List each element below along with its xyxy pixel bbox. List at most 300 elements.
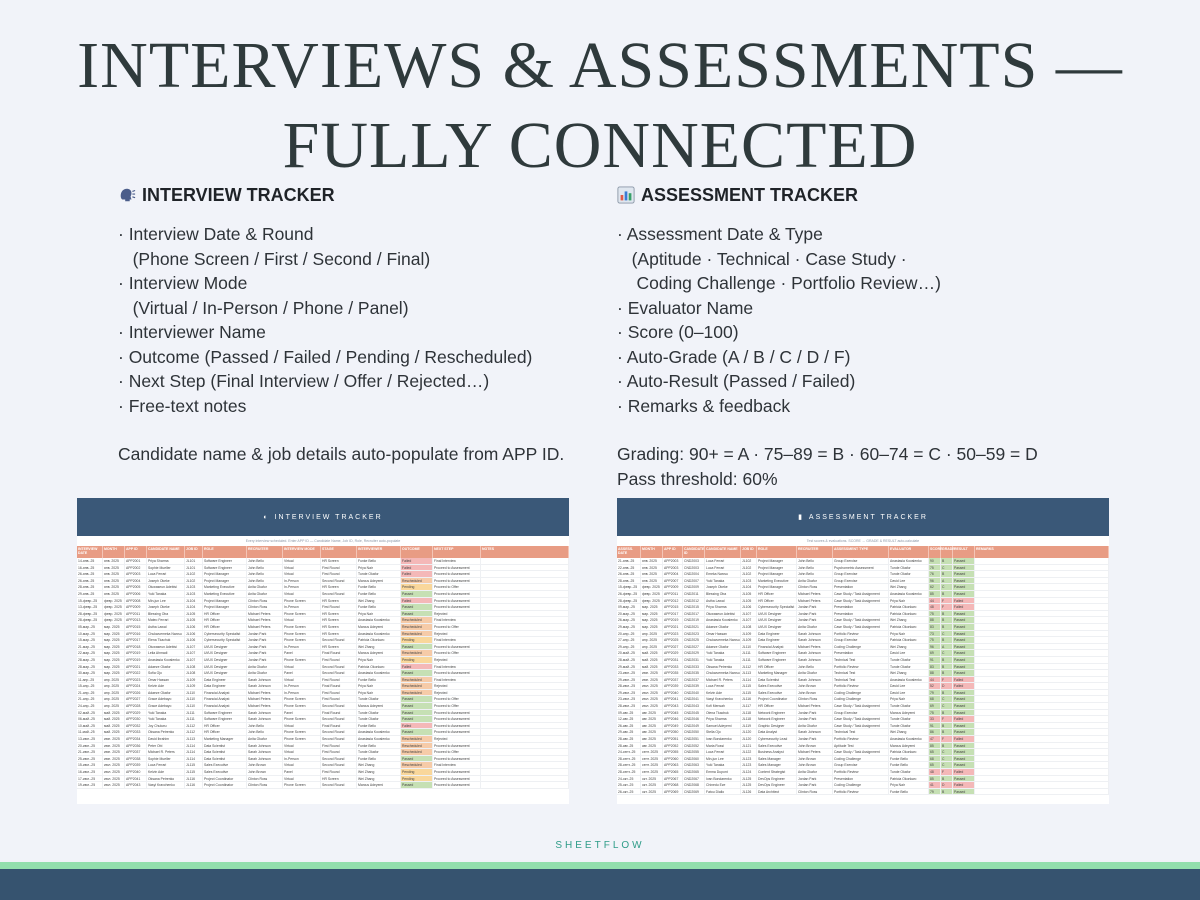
assessment-sheet-cell: JL104 [741, 584, 757, 590]
interview-sheet-cell: Rejected [433, 631, 481, 637]
assessment-sheet-row [617, 723, 1109, 730]
assessment-sheet-cell: Failed [953, 598, 975, 604]
interview-sheet-cell: Passed [401, 670, 433, 676]
assessment-sheet-cell: сент. 2025 [641, 762, 663, 768]
interview-sheet-cell: Passed [401, 756, 433, 762]
assessment-sheet-cell [975, 736, 1109, 742]
assessment-sheet-cell: 83 [929, 624, 941, 630]
interview-feature-item: (Phone Screen / First / Second / Final) [118, 248, 431, 269]
interview-sheet-column-header: NEXT STEP [433, 546, 481, 558]
assessment-sheet-cell: янв. 2025 [641, 578, 663, 584]
interview-sheet-cell: Project Manager [203, 604, 247, 610]
assessment-sheet-cell: Passed [953, 690, 975, 696]
interview-sheet-cell: Clinton Ross [247, 782, 283, 788]
interview-sheet-cell: май. 2025 [103, 716, 125, 722]
assessment-sheet-cell: APP2025 [663, 637, 683, 643]
interview-sheet-cell: Jordan Park [247, 650, 283, 656]
interview-sheet-cell: JL114 [185, 749, 203, 755]
interview-sheet-cell: мар. 2025 [103, 644, 125, 650]
assessment-sheet-row [617, 604, 1109, 611]
assessment-sheet-row [617, 631, 1109, 638]
interview-sheet-cell: Project Coordinator [203, 782, 247, 788]
assessment-sheet-cell: Patricia Okonkwo [889, 637, 929, 643]
interview-sheet-cell: JL109 [185, 683, 203, 689]
interview-sheet-cell: John Bello [247, 558, 283, 564]
assessment-sheet-row [617, 743, 1109, 750]
assessment-sheet-cell: июн. 2025 [641, 670, 663, 676]
assessment-sheet-row [617, 591, 1109, 598]
interview-sheet-cell: Final Interview [433, 637, 481, 643]
interview-sheet-cell: In-Person [283, 756, 321, 762]
interview-sheet-cell: янв. 2025 [103, 591, 125, 597]
assessment-sheet-cell: мар. 2025 [641, 611, 663, 617]
interview-sheet-cell: Proceed to Assessment [433, 591, 481, 597]
assessment-sheet-cell: Project Manager [757, 571, 797, 577]
assessment-sheet-cell: 25-окт.-25 [617, 782, 641, 788]
assessment-sheet-column-header: CANDIDATE NAME [705, 546, 741, 558]
assessment-sheet-cell: B [941, 558, 953, 564]
assessment-sheet-cell: авг. 2025 [641, 716, 663, 722]
assessment-sheet-cell: 28-июл.-25 [617, 703, 641, 709]
assessment-sheet-cell: Sarah Johnson [797, 637, 833, 643]
interview-sheet-title: INTERVIEW TRACKER [274, 513, 383, 521]
interview-sheet-cell: янв. 2025 [103, 571, 125, 577]
assessment-sheet-row [617, 703, 1109, 710]
assessment-sheet-cell: 88 [929, 670, 941, 676]
interview-sheet-row [77, 650, 569, 657]
assessment-sheet-cell: APP2015 [663, 604, 683, 610]
interview-sheet-column-header: OUTCOME [401, 546, 433, 558]
interview-sheet-cell: JL108 [185, 670, 203, 676]
interview-sheet-row [77, 736, 569, 743]
interview-sheet-cell: Tunde Okafor [357, 696, 401, 702]
assessment-sheet-cell [975, 690, 1109, 696]
interview-sheet-cell: Second Round [321, 703, 357, 709]
assessment-sheet-cell: APP2011 [663, 591, 683, 597]
interview-sheet-cell: HR Screen [321, 776, 357, 782]
assessment-sheet-cell: JL118 [741, 716, 757, 722]
assessment-sheet-cell: Anita Okafor [797, 723, 833, 729]
interview-sheet-cell: Anastasia Kovalenko [147, 657, 185, 663]
interview-sheet-cell: Virtual [283, 677, 321, 683]
assessment-sheet-cell: Michael Peters [797, 749, 833, 755]
assessment-sheet-cell: JL102 [741, 565, 757, 571]
assessment-sheet-cell: 26-окт.-25 [617, 789, 641, 795]
assessment-sheet-cell: Priya Sharma [705, 716, 741, 722]
interview-sheet-cell: Luca Ferrari [147, 571, 185, 577]
interview-sheet-cell: янв. 2025 [103, 558, 125, 564]
interview-sheet-cell: Phone Screen [283, 624, 321, 630]
footer-bar [0, 869, 1200, 900]
assessment-sheet-cell: 09-авг.-25 [617, 710, 641, 716]
interview-sheet-cell: Proceed to Assessment [433, 729, 481, 735]
assessment-sheet-cell: окт. 2025 [641, 782, 663, 788]
interview-sheet-cell: APP2032 [125, 723, 147, 729]
assessment-sheet-rows [617, 558, 1109, 795]
interview-sheet-cell: John Bello [247, 565, 283, 571]
assessment-feature-item: (Aptitude · Technical · Case Study · [617, 248, 907, 269]
assessment-sheet-cell: 29-июл.-25 [617, 690, 641, 696]
interview-sheet-column-header: RECRUITER [247, 546, 283, 558]
assessment-sheet-cell: CND2015 [683, 604, 705, 610]
assessment-sheet-cell: Passed [953, 657, 975, 663]
interview-sheet-cell: Funke Bello [357, 584, 401, 590]
interview-sheet-cell: Rejected [433, 611, 481, 617]
interview-sheet-cell: 19-июл.-25 [77, 782, 103, 788]
interview-sheet-cell: 11-апр.-25 [77, 677, 103, 683]
assessment-sheet-cell: B [941, 789, 953, 795]
interview-sheet-cell: Jordan Park [247, 631, 283, 637]
assessment-sheet-cell: Case Study / Task Assignment [833, 703, 889, 709]
assessment-sheet-cell: Chukwuemeka Nwosu [706, 638, 740, 643]
assessment-sheet-cell: Michael Peters [797, 591, 833, 597]
assessment-sheet-cell: APP2067 [663, 776, 683, 782]
interview-feature-list [118, 182, 598, 467]
assessment-sheet-row [617, 677, 1109, 684]
assessment-sheet-cell: CND2063 [683, 762, 705, 768]
interview-sheet-cell: 15-июл.-25 [77, 762, 103, 768]
interview-sheet-cell: Grace Adebayo [147, 703, 185, 709]
interview-sheet-cell: JL106 [185, 624, 203, 630]
assessment-sheet-cell: Portfolio Review [833, 683, 889, 689]
interview-sheet-cell: Project Manager [203, 578, 247, 584]
assessment-sheet-cell: B [941, 710, 953, 716]
interview-sheet-cell [481, 631, 569, 637]
assessment-sheet-cell: Failed [953, 782, 975, 788]
interview-sheet-cell: Sarah Johnson [247, 710, 283, 716]
assessment-sheet-row [617, 729, 1109, 736]
interview-sheet-cell: Final Round [321, 683, 357, 689]
assessment-sheet-row [617, 670, 1109, 677]
interview-feature-item: · Outcome (Passed / Failed / Pending / Rescheduled) [118, 346, 533, 367]
assessment-feature-item: · Auto-Grade (A / B / C / D / F) [617, 346, 851, 367]
assessment-sheet-cell: Passed [953, 670, 975, 676]
assessment-sheet-cell: окт. 2025 [641, 789, 663, 795]
interview-sheet-cell [481, 558, 569, 564]
assessment-sheet-cell: авг. 2025 [641, 736, 663, 742]
interview-note: Candidate name & job details auto-populate from APP ID. [118, 444, 565, 464]
interview-sheet-cell: Marcus Adeyemi [357, 624, 401, 630]
interview-sheet-cell: Software Engineer [203, 558, 247, 564]
assessment-sheet-cell: Jordan Park [797, 604, 833, 610]
interview-sheet-cell: Clinton Ross [247, 604, 283, 610]
interview-sheet-cell: июн. 2025 [103, 749, 125, 755]
interview-sheet-column-header: NOTES [481, 546, 569, 558]
interview-sheet-cell: Oluwaseun Adebisi [147, 584, 185, 590]
assessment-sheet-cell: 65 [929, 762, 941, 768]
interview-sheet-cell: Virtual [283, 591, 321, 597]
interview-sheet-cell: Marcus Adeyemi [357, 578, 401, 584]
interview-sheet-cell: Funke Bello [357, 677, 401, 683]
assessment-sheet-cell: JL125 [741, 782, 757, 788]
assessment-sheet-cell: APP2023 [663, 631, 683, 637]
interview-sheet-cell: Failed [401, 598, 433, 604]
assessment-heading-text: ASSESSMENT TRACKER [641, 184, 859, 205]
assessment-sheet-cell: Graphic Designer [757, 723, 797, 729]
interview-sheet-cell: HR Screen [321, 598, 357, 604]
assessment-sheet-cell: 65 [929, 749, 941, 755]
interview-sheet-cell: Second Round [321, 716, 357, 722]
interview-sheet-cell: APP2011 [125, 611, 147, 617]
assessment-sheet-cell: 52 [929, 683, 941, 689]
assessment-sheet-cell: F [941, 598, 953, 604]
assessment-sheet-cell: JL108 [741, 624, 757, 630]
assessment-sheet-cell: Anastasia Kovalenko [889, 677, 929, 683]
interview-sheet-cell: Marcus Adeyemi [357, 703, 401, 709]
assessment-sheet-cell: Jordan Park [797, 736, 833, 742]
assessment-sheet-cell: C [941, 696, 953, 702]
assessment-sheet-cell: Adaeze Okafor [705, 644, 741, 650]
assessment-sheet-column-header: GRADE [941, 546, 953, 558]
interview-sheet-cell: APP2030 [125, 716, 147, 722]
assessment-sheet-row [617, 565, 1109, 572]
assessment-sheet-cell: APP2027 [663, 644, 683, 650]
assessment-sheet-cell: 28-сент.-25 [617, 762, 641, 768]
interview-sheet-cell: JL107 [185, 657, 203, 663]
interview-sheet-cell: Rejected [433, 657, 481, 663]
assessment-sheet-cell [975, 723, 1109, 729]
interview-sheet-cell: мар. 2025 [103, 631, 125, 637]
interview-sheet-cell: Pending [401, 584, 433, 590]
assessment-sheet-cell: Failed [953, 677, 975, 683]
interview-sheet-cell: Mateo Ferrari [147, 617, 185, 623]
assessment-sheet-cell: APP2031 [663, 657, 683, 663]
assessment-sheet-cell: 79 [929, 690, 941, 696]
interview-sheet-cell: Priya Nair [357, 657, 401, 663]
assessment-sheet-cell: янв. 2025 [641, 571, 663, 577]
interview-sheet-cell: янв. 2025 [103, 565, 125, 571]
assessment-sheet-row [617, 657, 1109, 664]
interview-sheet-cell [481, 591, 569, 597]
assessment-sheet-cell: 28-янв.-25 [617, 578, 641, 584]
interview-items [118, 222, 598, 418]
assessment-sheet-cell: июл. 2025 [641, 683, 663, 689]
interview-sheet-cell: Second Round [321, 664, 357, 670]
assessment-sheet-cell: Portfolio Review [833, 664, 889, 670]
assessment-sheet-cell: Technical Test [833, 670, 889, 676]
assessment-sheet-cell: JL109 [741, 637, 757, 643]
assessment-sheet-cell [975, 756, 1109, 762]
interview-sheet-cell: In-Person [283, 690, 321, 696]
assessment-sheet-cell: B [941, 670, 953, 676]
interview-sheet-cell: Phone Screen [283, 729, 321, 735]
assessment-sheet-cell: D [941, 683, 953, 689]
assessment-sheet-row [617, 598, 1109, 605]
interview-sheet-cell: Yuki Tanaka [147, 716, 185, 722]
assessment-sheet-cell: 85 [929, 591, 941, 597]
assessment-sheet-cell: авг. 2025 [641, 743, 663, 749]
assessment-sheet-cell [975, 624, 1109, 630]
assessment-feature-item: · Remarks & feedback [617, 395, 791, 416]
interview-sheet-cell: Rescheduled [401, 749, 433, 755]
assessment-sheet-cell: 62 [929, 584, 941, 590]
interview-sheet-cell: HR Screen [321, 617, 357, 623]
assessment-sheet-cell: Ivan Bondarenko [705, 736, 741, 742]
assessment-sheet-cell: Tunde Okafor [889, 571, 929, 577]
assessment-sheet-cell: APP2045 [663, 710, 683, 716]
interview-sheet-cell: 24-апр.-25 [77, 703, 103, 709]
assessment-sheet-cell: Tunde Okafor [889, 723, 929, 729]
assessment-sheet-cell: APP2069 [663, 789, 683, 795]
assessment-sheet-cell: Clinton Ross [797, 696, 833, 702]
assessment-sheet-cell: JL122 [741, 749, 757, 755]
interview-sheet-cell: Yuki Tanaka [147, 591, 185, 597]
interview-sheet-cell: JL116 [185, 782, 203, 788]
assessment-sheet-cell: CND2041 [683, 696, 705, 702]
assessment-sheet-cell [975, 710, 1109, 716]
assessment-sheet-cell: Funke Bello [889, 756, 929, 762]
interview-sheet-cell: Passed [401, 591, 433, 597]
assessment-sheet-row [617, 617, 1109, 624]
assessment-sheet-column-header: SCORE [929, 546, 941, 558]
assessment-sheet-cell: 28-авг.-25 [617, 736, 641, 742]
assessment-sheet-cell: 76 [929, 571, 941, 577]
interview-sheet-cell: Sarah Johnson [247, 743, 283, 749]
interview-sheet-cell: июл. 2025 [103, 776, 125, 782]
assessment-sheet-cell: 20-май.-25 [617, 650, 641, 656]
assessment-sheet-cell: сент. 2025 [641, 756, 663, 762]
interview-sheet-cell: Marketing Manager [203, 736, 247, 742]
interview-sheet-cell: мар. 2025 [103, 650, 125, 656]
interview-sheet-cell: First Round [321, 657, 357, 663]
assessment-sheet-cell: DevOps Engineer [757, 782, 797, 788]
assessment-sheet-cell: JL113 [741, 670, 757, 676]
interview-sheet-cell: 02-май.-25 [77, 710, 103, 716]
interview-sheet-cell: Panel [283, 769, 321, 775]
assessment-sheet-cell: Case Study / Task Assignment [833, 716, 889, 722]
assessment-sheet-column-header: EVALUATOR [889, 546, 929, 558]
assessment-sheet-cell: Passed [953, 756, 975, 762]
assessment-sheet-cell: APP2004 [663, 571, 683, 577]
assessment-sheet-cell: Portfolio Review [833, 631, 889, 637]
assessment-sheet-cell: 28-сент.-25 [617, 769, 641, 775]
assessment-sheet-cell: David Lee [889, 578, 929, 584]
interview-sheet-cell: Virtual [283, 664, 321, 670]
assessment-sheet-cell: Tunde Okafor [889, 769, 929, 775]
interview-sheet-cell: Sarah Johnson [247, 683, 283, 689]
assessment-sheet-cell [975, 762, 1109, 768]
assessment-sheet-cell: Passed [953, 729, 975, 735]
interview-sheet-cell: First Round [321, 677, 357, 683]
assessment-sheet-cell: Patricia Okonkwo [889, 776, 929, 782]
interview-sheet-cell: 13-июн.-25 [77, 736, 103, 742]
assessment-sheet-cell: 75 [929, 710, 941, 716]
interview-sheet-row [77, 631, 569, 638]
assessment-sheet-cell: Financial Analyst [757, 644, 797, 650]
assessment-sheet-cell [975, 598, 1109, 604]
assessment-sheet-cell [975, 776, 1109, 782]
interview-sheet-cell: Blessing Oba [147, 611, 185, 617]
interview-sheet-row [77, 598, 569, 605]
interview-sheet-cell: Passed [401, 644, 433, 650]
interview-sheet-column-header: STAGE [321, 546, 357, 558]
assessment-sheet-cell: DevOps Engineer [757, 776, 797, 782]
assessment-sheet-cell: APP2012 [663, 598, 683, 604]
interview-sheet-cell: JL105 [185, 617, 203, 623]
assessment-sheet-cell: Patricia Okonkwo [889, 604, 929, 610]
assessment-sheet-cell: APP2050 [663, 729, 683, 735]
assessment-sheet-cell: Samuel Adeyemi [705, 723, 741, 729]
assessment-sheet-cell: Blessing Oba [705, 591, 741, 597]
interview-sheet-cell: HR Screen [321, 644, 357, 650]
interview-sheet-cell: Clinton Ross [247, 776, 283, 782]
assessment-sheet-cell: Oksana Petrenko [705, 664, 741, 670]
assessment-sheet-cell: B [941, 611, 953, 617]
interview-sheet-row [77, 716, 569, 723]
interview-sheet-cell: APP2023 [125, 677, 147, 683]
assessment-sheet-cell: F [941, 604, 953, 610]
assessment-sheet-row [617, 611, 1109, 618]
interview-sheet-cell: июн. 2025 [103, 736, 125, 742]
interview-sheet-cell: APP2018 [125, 644, 147, 650]
assessment-sheet-cell: мар. 2025 [641, 617, 663, 623]
assessment-sheet-cell: JL119 [741, 723, 757, 729]
interview-sheet-cell: Funke Bello [357, 604, 401, 610]
assessment-sheet-cell: Priya Nair [889, 782, 929, 788]
interview-sheet-cell: 22-мар.-25 [77, 650, 103, 656]
interview-sheet-cell: JL111 [185, 710, 203, 716]
interview-sheet-cell: Phone Screen [283, 611, 321, 617]
assessment-sheet-cell: Priya Nair [889, 598, 929, 604]
assessment-items [617, 222, 1097, 418]
assessment-sheet-cell: Case Study / Task Assignment [833, 749, 889, 755]
assessment-sheet-cell: APP2029 [663, 650, 683, 656]
interview-sheet-cell: Final Interview [433, 558, 481, 564]
assessment-sheet-cell: Data Engineer [757, 631, 797, 637]
page-title [0, 26, 1200, 186]
interview-sheet-cell: апр. 2025 [103, 703, 125, 709]
assessment-sheet-cell: Anastasia Kovalenko [705, 617, 741, 623]
assessment-sheet-cell: Stella Ojo [705, 729, 741, 735]
assessment-sheet-cell: февр. 2025 [641, 584, 663, 590]
assessment-sheet-cell: Michael Peters [797, 703, 833, 709]
assessment-sheet-cell: Sarah Johnson [797, 677, 833, 683]
interview-sheet-row [77, 743, 569, 750]
interview-sheet-cell: Failed [401, 664, 433, 670]
assessment-sheet-cell: февр. 2025 [641, 591, 663, 597]
interview-sheet-cell: JL107 [185, 650, 203, 656]
interview-sheet-cell: 05-мар.-25 [77, 624, 103, 630]
interview-sheet-row [77, 690, 569, 697]
interview-sheet-cell: APP2015 [125, 624, 147, 630]
interview-sheet-cell: Cybersecurity Specialist [203, 637, 247, 643]
assessment-note: Grading: 90+ = A · 75–89 = B · 60–74 = C · 50–59 = D Pass threshold: 60% [617, 444, 1038, 489]
assessment-sheet-cell: Tunde Okafor [889, 565, 929, 571]
assessment-sheet-cell: апр. 2025 [641, 631, 663, 637]
interview-sheet-cell: Proceed to Assessment [433, 598, 481, 604]
assessment-sheet-cell: Priya Nair [889, 631, 929, 637]
interview-sheet-row [77, 657, 569, 664]
interview-sheet-cell: апр. 2025 [103, 696, 125, 702]
assessment-sheet-cell: John Brown [797, 743, 833, 749]
assessment-feature-item: · Auto-Result (Passed / Failed) [617, 371, 856, 391]
interview-sheet-cell: JL112 [185, 729, 203, 735]
interview-sheet-row [77, 571, 569, 578]
interview-sheet-cell: Software Engineer [203, 565, 247, 571]
assessment-sheet-cell: CND2052 [683, 743, 705, 749]
interview-sheet-cell: 28-мар.-25 [77, 657, 103, 663]
assessment-sheet-cell: CND2050 [683, 729, 705, 735]
assessment-sheet-cell [975, 670, 1109, 676]
assessment-sheet-cell: Emeka Nwosu [705, 571, 741, 577]
assessment-sheet-cell: Sales Executive [757, 683, 797, 689]
interview-sheet-cell: UI/UX Designer [203, 644, 247, 650]
interview-sheet-cell: JL107 [185, 644, 203, 650]
assessment-sheet-cell: David Lee [889, 650, 929, 656]
interview-sheet-cell: HR Officer [203, 617, 247, 623]
assessment-sheet-cell: 44 [929, 677, 941, 683]
assessment-sheet-cell: A [941, 644, 953, 650]
